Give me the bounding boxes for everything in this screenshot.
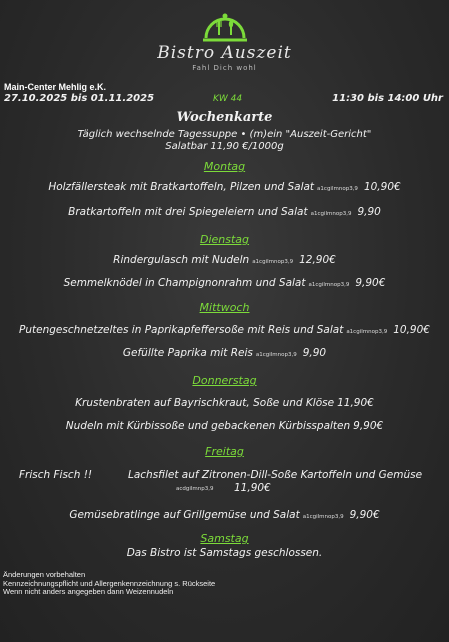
dish-name: Semmelknödel in Champignonrahm und Salat <box>63 277 306 289</box>
dish-price: 9,90 <box>302 347 327 359</box>
dish-price: 9,90 <box>357 206 381 218</box>
allergen-code: a1cgilmnop3,9 <box>252 259 294 265</box>
day-friday: Freitag <box>205 445 244 458</box>
logo <box>0 4 449 46</box>
allergen-code: a1cgilmnop3,9 <box>310 211 352 217</box>
page-title: Wochenkarte <box>176 110 273 125</box>
dish-price: 10,90€ <box>363 181 401 193</box>
allergen-code: a1cgilmnop3,9 <box>302 514 344 520</box>
company-name: Main-Center Mehlig e.K. <box>4 82 107 92</box>
footer-line: Kennzeichnungspflicht und Allergenkennzeichnung s. Rückseite <box>3 578 216 588</box>
allergen-code: a1cgilmnop3,9 <box>317 186 358 192</box>
dish-row <box>0 206 449 218</box>
salad-bar-info: Salatbar 11,90 €/1000g <box>165 141 284 152</box>
dish-row <box>0 347 449 359</box>
opening-hours: 11:30 bis 14:00 Uhr <box>332 93 443 104</box>
dish-row <box>0 509 449 521</box>
dish-name: Gefüllte Paprika mit Reis <box>122 347 253 359</box>
allergen-code: acdgilmnp3,9 <box>176 486 214 492</box>
footer-line: Änderungen vorbehalten <box>3 570 86 579</box>
calendar-week: KW 44 <box>213 94 243 104</box>
dish-row <box>0 254 449 266</box>
closed-note: Das Bistro ist Samstags geschlossen. <box>126 547 323 559</box>
day-wednesday: Mittwoch <box>199 301 250 314</box>
brand-tagline: Fahl Dich wohl <box>192 64 257 72</box>
brand-name: Bistro Auszeit <box>157 43 292 63</box>
dish-price: 9,90€ <box>349 509 380 521</box>
allergen-code: a1cgilmnop3,9 <box>346 329 388 335</box>
dish-name: Lachsfilet auf Zitronen-Dill-Soße Kartoffeln und Gemüse <box>128 469 423 481</box>
dish-name: Nudeln mit Kürbissoße und gebackenen Kürbisspalten <box>65 420 351 432</box>
dish-name: Rindergulasch mit Nudeln <box>113 254 250 266</box>
dish-row <box>0 397 449 409</box>
dish-name: Holzfällersteak mit Bratkartoffeln, Pilzen und Salat <box>48 181 315 193</box>
allergen-code: a1cgilmnop3,9 <box>255 352 297 358</box>
dish-price: 9,90€ <box>353 420 384 432</box>
dish-name: Putengeschnetzeltes in Paprikapfeffersoße mit Reis und Salat <box>19 324 344 336</box>
dish-name: Gemüsebratlinge auf Grillgemüse und Salat <box>69 509 300 521</box>
fish-special-label: Frisch Fisch !! <box>19 469 93 481</box>
daily-soup-info: Täglich wechselnde Tagessuppe • (m)ein "Auszeit-Gericht" <box>77 129 372 140</box>
dish-row <box>0 277 449 289</box>
dish-row <box>0 420 449 432</box>
dish-price: 11,90€ <box>234 482 271 494</box>
day-tuesday: Dienstag <box>199 233 250 246</box>
dish-price: 9,90€ <box>355 277 386 289</box>
dish-row <box>0 181 449 193</box>
dish-name: Krustenbraten auf Bayrischkraut, Soße und Klöse <box>75 397 335 409</box>
cloche-icon <box>200 4 250 46</box>
dish-row <box>0 324 449 336</box>
dish-price: 10,90€ <box>393 324 430 336</box>
day-saturday: Samstag <box>200 532 249 545</box>
dish-price: 11,90€ <box>337 397 374 409</box>
dish-price: 12,90€ <box>299 254 336 266</box>
footer-line: Wenn nicht anders angegeben dann Weizennudeln <box>3 587 174 596</box>
date-range: 27.10.2025 bis 01.11.2025 <box>4 93 155 104</box>
footer-notes <box>3 571 215 597</box>
allergen-code: a1cgilmnop3,9 <box>308 282 350 288</box>
day-thursday: Donnerstag <box>192 374 257 387</box>
dish-name: Bratkartoffeln mit drei Spiegeleiern und Salat <box>68 206 308 218</box>
day-monday: Montag <box>203 160 246 173</box>
